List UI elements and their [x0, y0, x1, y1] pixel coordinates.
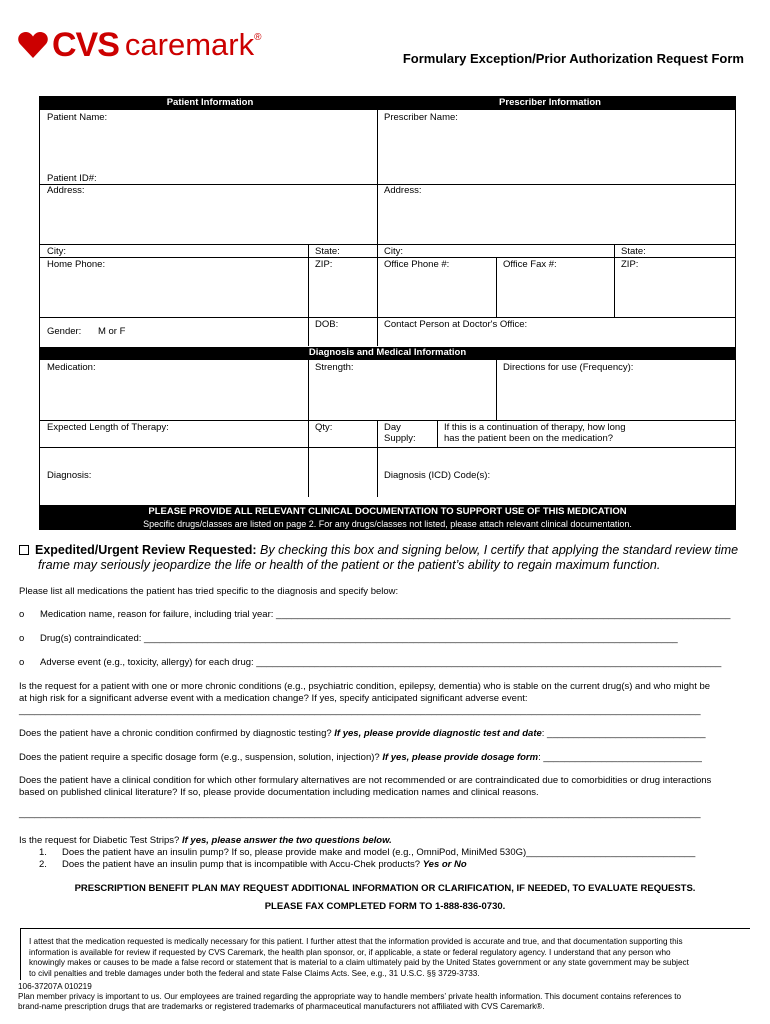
strips-question-text: Is the request for Diabetic Test Strips? — [19, 835, 182, 846]
office-fax-field[interactable]: Office Fax #: — [503, 259, 557, 270]
dosage-form-field[interactable]: : ______________________________ — [538, 752, 702, 763]
clinical-condition-question — [19, 775, 759, 820]
brand-cvs: CVS — [52, 26, 119, 64]
dosage-form-question — [19, 752, 702, 764]
continuation-line-2: has the patient been on the medication? — [444, 433, 614, 444]
chronic-line-1: Is the request for a patient with one or more chronic conditions (e.g., psychiatric condition, epilepsy, dementia) who is stable on the current drug(s) and who might be — [19, 681, 711, 692]
strips-question-instruction: If yes, please answer the two questions below. — [181, 835, 392, 846]
prescriber-section-title: Prescriber Information — [499, 97, 601, 108]
patient-section-title: Patient Information — [166, 97, 254, 108]
attestation-box — [20, 928, 750, 980]
medication-list-intro: Please list all medications the patient has tried specific to the diagnosis and specify below: — [19, 586, 399, 597]
attestation-line-4: to civil penalties and treble damages under both the federal and state False Claims Acts. See, e.g., 31 U.S.C. §§ 3729-3733. — [29, 968, 480, 978]
accu-chek-question-text: Does the patient have an insulin pump that is incompatible with Accu-Chek products? — [62, 859, 423, 870]
strips-item-number: 1. — [39, 847, 47, 858]
fax-notice: PLEASE FAX COMPLETED FORM TO 1-888-836-0730. — [264, 901, 506, 912]
yes-no-option[interactable]: Yes or No — [422, 859, 467, 870]
contraindicated-field[interactable]: Drug(s) contraindicated: _____________________________________________________________________________________________________ — [40, 633, 678, 644]
clinical-bar-subtext: Specific drugs/classes are listed on page 2. For any drugs/classes not listed, please attach relevant clinical documentation. — [143, 519, 632, 529]
gender-label: Gender: — [47, 326, 82, 337]
brand-registered-mark: ® — [254, 32, 262, 43]
clinical-line-1: Does the patient have a clinical condition for which other formulary alternatives are not recommended or are contraindicated due to comorbidities or drug interactions — [19, 775, 712, 786]
adverse-event-field[interactable]: Adverse event (e.g., toxicity, allergy) for each drug: ________________________________________________________________________________________ — [40, 657, 722, 668]
office-phone-field[interactable]: Office Phone #: — [384, 259, 450, 270]
patient-id-field[interactable]: Patient ID#: — [47, 173, 97, 184]
dosage-question-instruction: If yes, please provide dosage form — [382, 752, 539, 763]
diagnosis-section-title: Diagnosis and Medical Information — [40, 347, 735, 360]
prescriber-city-field[interactable]: City: — [384, 246, 403, 257]
strips-item-number: 2. — [39, 859, 47, 870]
dosage-question-text: Does the patient require a specific dosage form (e.g., suspension, solution, injection)? — [19, 752, 383, 763]
dob-field[interactable]: DOB: — [315, 319, 339, 330]
gender-options: M or F — [97, 326, 126, 337]
gender-field[interactable] — [40, 324, 125, 337]
chronic-answer-line[interactable]: _________________________________________________________________________________________________________________________________ — [19, 705, 701, 716]
cvs-caremark-logo — [18, 26, 262, 64]
patient-address-field[interactable]: Address: — [47, 185, 85, 196]
patient-state-field[interactable]: State: — [315, 246, 340, 257]
bullet-marker: o — [19, 609, 25, 620]
clinical-answer-line[interactable]: _________________________________________________________________________________________________________________________________ — [19, 808, 701, 819]
diagnostic-question-text: Does the patient have a chronic condition confirmed by diagnostic testing? — [19, 728, 335, 739]
privacy-notice — [18, 992, 758, 1012]
patient-city-field[interactable]: City: — [47, 246, 66, 257]
form-code: 106-37207A 010219 — [18, 982, 92, 991]
form-title: Formulary Exception/Prior Authorization Request Form — [402, 51, 744, 66]
qty-field[interactable]: Qty: — [315, 422, 333, 433]
expedited-checkbox[interactable] — [19, 545, 29, 555]
patient-zip-field[interactable]: ZIP: — [315, 259, 333, 270]
test-strips-question — [19, 835, 759, 871]
brand-caremark: caremark — [124, 27, 255, 62]
attestation-line-2: information is available for review if requested by CVS Caremark, the health plan sponsor, or, if applicable, a state or federal regulatory agency. I understand that any person who — [29, 947, 671, 957]
therapy-length-field[interactable]: Expected Length of Therapy: — [47, 422, 169, 433]
expedited-review-section — [19, 543, 759, 573]
diagnostic-test-field[interactable]: : ______________________________ — [541, 728, 706, 739]
medication-field[interactable]: Medication: — [47, 362, 96, 373]
clinical-bar-heading: PLEASE PROVIDE ALL RELEVANT CLINICAL DOCUMENTATION TO SUPPORT USE OF THIS MEDICATION — [148, 506, 627, 517]
bullet-marker: o — [19, 657, 25, 668]
supply-label: Supply: — [384, 433, 416, 444]
expedited-label: Expedited/Urgent Review Requested: — [35, 543, 257, 557]
clinical-line-2: based on published clinical literature? If so, please provide documentation including medication names and clinical reasons. — [19, 787, 539, 798]
directions-field[interactable]: Directions for use (Frequency): — [503, 362, 634, 373]
attestation-line-1: I attest that the medication requested is medically necessary for this patient. I further attest that the information provided is accurate and true, and that documentation supporting this — [29, 937, 683, 946]
plan-notice: PRESCRIPTION BENEFIT PLAN MAY REQUEST ADDITIONAL INFORMATION OR CLARIFICATION, IF NEEDED, TO EVALUATE REQUESTS. — [74, 883, 696, 894]
expedited-text-2: frame may seriously jeopardize the life or health of the patient or the patient’s ability to regain maximum function. — [38, 558, 661, 572]
diagnostic-question-instruction: If yes, please provide diagnostic test and date — [334, 728, 542, 739]
privacy-line-2: brand-name prescription drugs that are trademarks or registered trademarks of pharmaceutical manufacturers not affiliated with CVS Caremark®. — [18, 1002, 545, 1011]
patient-name-field[interactable]: Patient Name: — [47, 112, 108, 123]
privacy-line-1: Plan member privacy is important to us. Our employees are trained regarding the appropriate way to handle members’ private health information. This document contains references to — [18, 992, 682, 1001]
icd-code-field[interactable]: Diagnosis (ICD) Code(s): — [384, 470, 491, 481]
prescriber-name-field[interactable]: Prescriber Name: — [384, 112, 458, 123]
prescriber-address-field[interactable]: Address: — [384, 185, 422, 196]
insulin-pump-field[interactable]: Does the patient have an insulin pump? If so, please provide make and model (e.g., OmniPod, MiniMed 530G)________________________________ — [62, 847, 696, 858]
info-header-bar — [40, 97, 735, 110]
contact-person-field[interactable]: Contact Person at Doctor's Office: — [384, 319, 528, 330]
prescriber-state-field[interactable]: State: — [621, 246, 646, 257]
chronic-condition-question — [19, 681, 759, 717]
heart-icon — [18, 31, 48, 59]
day-supply-field[interactable] — [377, 420, 416, 444]
bullet-marker: o — [19, 633, 25, 644]
tried-medication-field[interactable]: Medication name, reason for failure, including trial year: ______________________________________________________________________________________ — [40, 609, 731, 620]
home-phone-field[interactable]: Home Phone: — [47, 259, 106, 270]
diagnostic-test-question — [19, 728, 706, 740]
request-form-grid — [39, 96, 736, 530]
clinical-documentation-bar — [40, 505, 735, 530]
attestation-line-3: knowingly makes or causes to be made a false record or statement that is material to a claim ultimately paid by the United States government or any state government may be subject — [29, 958, 689, 968]
expedited-text-1: By checking this box and signing below, I certify that applying the standard review time — [256, 543, 739, 557]
prescriber-zip-field[interactable]: ZIP: — [621, 259, 639, 270]
strength-field[interactable]: Strength: — [315, 362, 354, 373]
continuation-line-1: If this is a continuation of therapy, how long — [444, 422, 626, 433]
continuation-field[interactable] — [437, 420, 626, 444]
day-label: Day — [384, 422, 401, 433]
diagnosis-field[interactable]: Diagnosis: — [47, 470, 92, 481]
chronic-line-2: at high risk for a significant adverse event with a medication change? If yes, specify anticipated significant adverse event: — [19, 693, 528, 704]
